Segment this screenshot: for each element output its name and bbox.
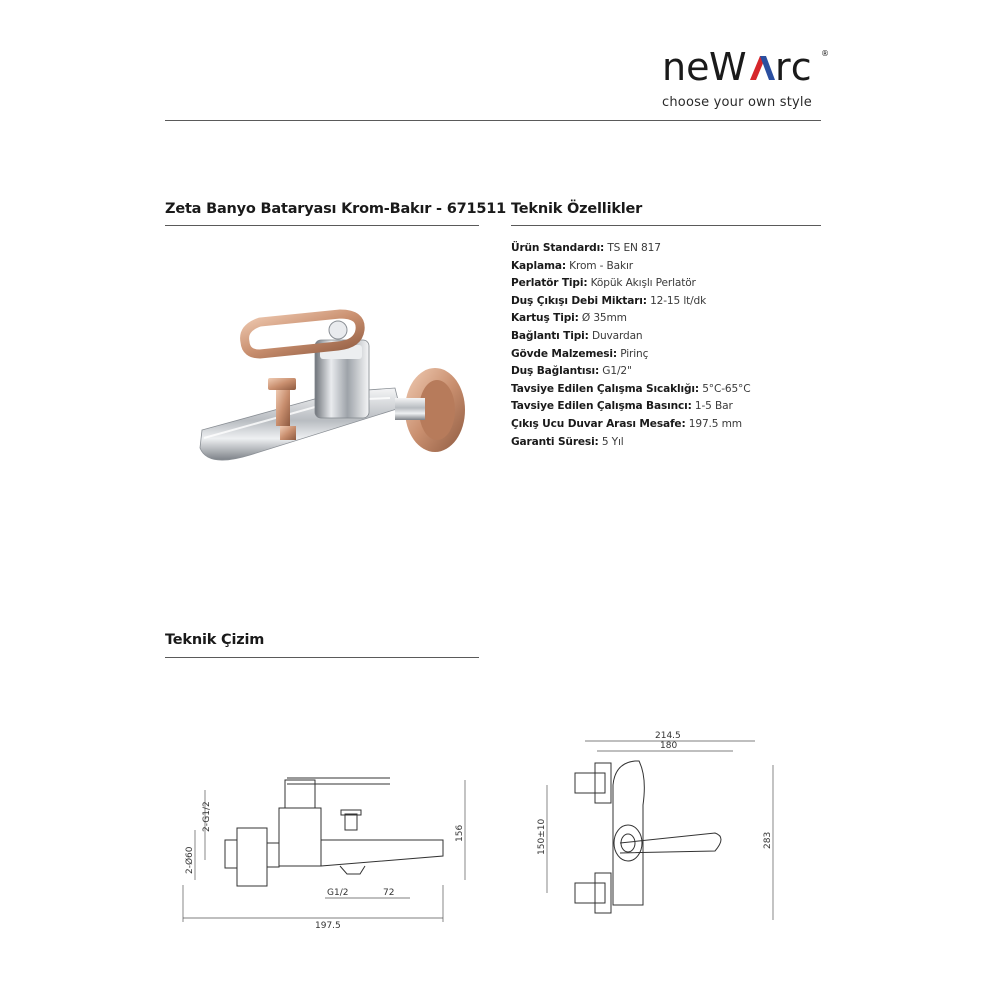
drawing-title-divider — [165, 657, 479, 658]
spec-value: Duvardan — [591, 329, 643, 342]
spec-value: 5 Yıl — [601, 435, 624, 448]
svg-text:W: W — [709, 50, 748, 86]
spec-value: TS EN 817 — [607, 242, 661, 254]
logo-arc-mark — [750, 56, 775, 80]
dim-thread: 2-G1/2 — [202, 801, 212, 832]
spec-row — [511, 240, 821, 258]
spec-label: Gövde Malzemesi: — [511, 347, 618, 360]
spec-row — [511, 346, 821, 364]
dim-depth: 197.5 — [315, 921, 341, 931]
brand-logo — [662, 50, 832, 110]
spec-label: Tavsiye Edilen Çalışma Basıncı: — [511, 400, 692, 413]
header-divider — [165, 120, 821, 121]
faucet-spout — [200, 388, 400, 460]
spec-row — [511, 398, 821, 416]
dim-diameter: 2-Ø60 — [185, 846, 195, 874]
side-view-outline — [225, 778, 443, 886]
dim-outlet: G1/2 — [327, 888, 349, 898]
front-view-outline — [575, 761, 721, 913]
logo-registered-mark: ® — [821, 49, 830, 58]
front-view-dimensions — [547, 741, 773, 920]
spec-row — [511, 310, 821, 328]
spec-row — [511, 381, 821, 399]
spec-label: Duş Bağlantısı: — [511, 365, 600, 378]
spec-value: G1/2" — [602, 365, 632, 378]
drawing-title: Teknik Çizim — [165, 632, 265, 648]
logo-wordmark-graphic — [662, 50, 822, 86]
spec-label: Duş Çıkışı Debi Miktarı: — [511, 294, 647, 307]
product-title-divider — [165, 225, 479, 226]
side-view-drawing — [175, 770, 485, 940]
logo-text — [662, 50, 672, 51]
dim-center: 180 — [660, 741, 678, 751]
spec-value: Pirinç — [620, 347, 649, 360]
faucet-handle — [245, 314, 361, 354]
spec-label: Tavsiye Edilen Çalışma Sıcaklığı: — [511, 382, 699, 395]
spec-value: Köpük Akışlı Perlatör — [590, 277, 696, 290]
spec-row — [511, 258, 821, 276]
spec-label: Kaplama: — [511, 259, 566, 272]
spec-label: Kartuş Tipi: — [511, 312, 579, 325]
front-view-labels — [537, 731, 773, 855]
dim-front-height: 283 — [763, 831, 773, 849]
dim-spout: 72 — [383, 888, 395, 898]
spec-label: Perlatör Tipi: — [511, 277, 588, 290]
dim-height: 156 — [455, 824, 465, 842]
spec-value: 12-15 lt/dk — [650, 294, 707, 307]
svg-text:rc: rc — [775, 50, 813, 86]
spec-row — [511, 293, 821, 311]
spec-label: Garanti Süresi: — [511, 435, 599, 448]
faucet-wall-flange — [395, 368, 465, 452]
spec-row — [511, 275, 821, 293]
spec-row — [511, 328, 821, 346]
product-image — [190, 300, 480, 470]
spec-label: Çıkış Ucu Duvar Arası Mesafe: — [511, 417, 686, 430]
spec-row — [511, 363, 821, 381]
specs-title-divider — [511, 225, 821, 226]
logo-wordmark — [662, 50, 832, 93]
spec-label: Ürün Standardı: — [511, 242, 605, 254]
product-title: Zeta Banyo Bataryası Krom-Bakır - 671511 — [165, 201, 507, 217]
spec-value: 5°C-65°C — [702, 382, 751, 395]
dim-spacing: 150±10 — [537, 818, 547, 855]
spec-value: 197.5 mm — [688, 417, 742, 430]
spec-row — [511, 416, 821, 434]
spec-row — [511, 434, 821, 452]
specs-list — [511, 240, 821, 451]
front-view-drawing — [535, 725, 805, 935]
dim-total: 214.5 — [655, 731, 681, 741]
spec-label: Bağlantı Tipi: — [511, 329, 589, 342]
specs-title: Teknik Özellikler — [511, 201, 643, 217]
spec-value: Ø 35mm — [581, 312, 627, 325]
spec-value: Krom - Bakır — [569, 259, 633, 272]
logo-tagline: choose your own style — [662, 95, 812, 110]
svg-text:ne: ne — [662, 50, 710, 86]
spec-value: 1-5 Bar — [694, 400, 733, 413]
